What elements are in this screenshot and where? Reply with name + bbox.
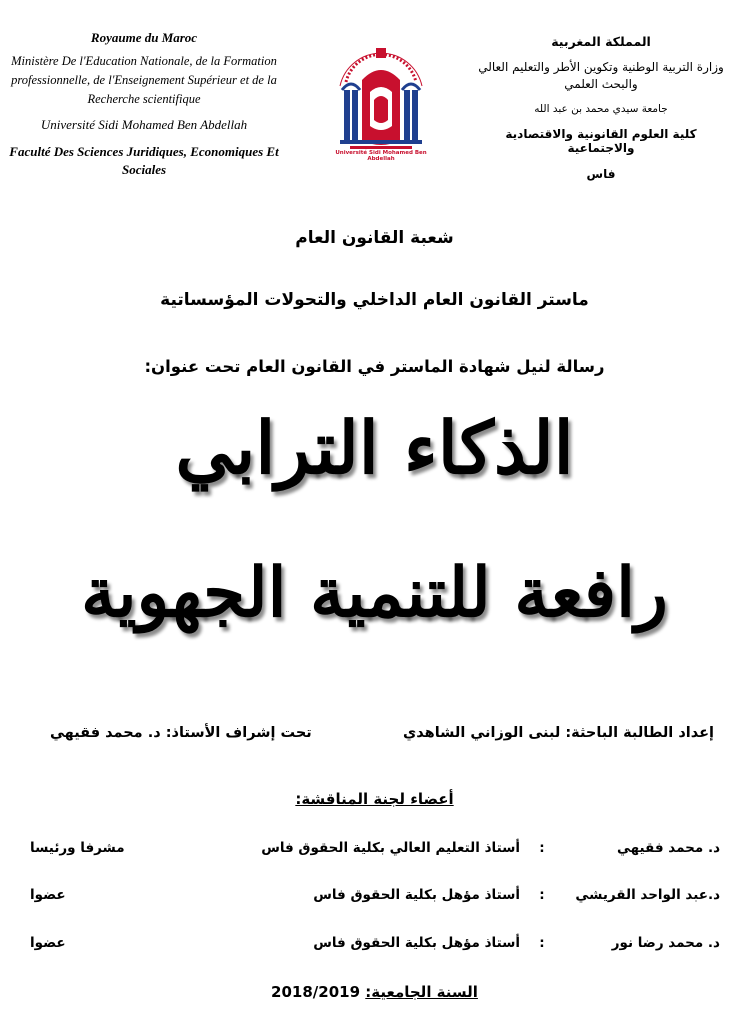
- committee-member: [30, 840, 720, 864]
- faculty-ar: كلية العلوم القانونية والاقتصادية والاجتماعية: [505, 127, 697, 155]
- city-ar: فاس: [586, 167, 616, 181]
- member-colon: :: [539, 840, 545, 856]
- master-program: ماستر القانون العام الداخلي والتحولات المؤسساتية: [160, 290, 589, 310]
- member-position: أستاذ مؤهل بكلية الحقوق فاس: [313, 935, 520, 951]
- university-ar: جامعة سيدي محمد بن عبد الله: [534, 103, 668, 115]
- thesis-title-line1: الذكاء الترابي: [175, 405, 574, 490]
- academic-year-label: السنة الجامعية:: [365, 983, 478, 1001]
- committee-member: [30, 887, 720, 911]
- thesis-intro: رسالة لنيل شهادة الماستر في القانون العام تحت عنوان:: [144, 357, 605, 376]
- member-name: د.عبد الواحد القريشي: [575, 887, 720, 903]
- faculty-fr: Faculté Des Sciences Juridiques, Economiques Et Sociales: [9, 144, 279, 177]
- member-role: عضوا: [30, 935, 66, 951]
- member-role: مشرفا ورئيسا: [30, 840, 125, 856]
- university-seal-icon: [326, 30, 436, 168]
- member-name: د. محمد فقيهي: [616, 840, 720, 856]
- university-fr: Université Sidi Mohamed Ben Abdellah: [40, 117, 248, 132]
- member-position: أستاذ التعليم العالي بكلية الحقوق فاس: [261, 840, 520, 856]
- department: شعبة القانون العام: [295, 228, 454, 248]
- member-colon: :: [539, 887, 545, 903]
- thesis-title-line2: رافعة للتنمية الجهوية: [81, 553, 668, 633]
- academic-year-value: 2018/2019: [271, 983, 361, 1001]
- logo-caption: Université Sidi Mohamed Ben Abdellah: [335, 150, 427, 162]
- committee-title-text: أعضاء لجنة المناقشة:: [295, 790, 454, 808]
- committee-member: [30, 935, 720, 959]
- kingdom-fr: Royaume du Maroc: [90, 30, 198, 45]
- academic-year: [0, 983, 749, 1001]
- member-colon: :: [539, 935, 545, 951]
- supervised-by: تحت إشراف الأستاذ: د. محمد فقيهي: [50, 725, 312, 741]
- member-position: أستاذ مؤهل بكلية الحقوق فاس: [313, 887, 520, 903]
- committee-title: [0, 790, 749, 808]
- kingdom-ar: المملكة المغربية: [551, 34, 651, 49]
- french-header: [6, 30, 282, 179]
- arabic-header: [470, 34, 732, 181]
- member-role: عضوا: [30, 887, 66, 903]
- member-name: د. محمد رضا نور: [611, 935, 720, 951]
- prepared-by: إعداد الطالبة الباحثة: لبنى الوزاني الشاهدي: [402, 725, 714, 741]
- ministry-ar: وزارة التربية الوطنية وتكوين الأطر والتعليم العالي والبحث العلمي: [478, 60, 724, 91]
- ministry-fr: Ministère De l'Education Nationale, de la Formation professionnelle, de l'Enseignement Supérieur et de la Recherche scientifique: [11, 54, 277, 106]
